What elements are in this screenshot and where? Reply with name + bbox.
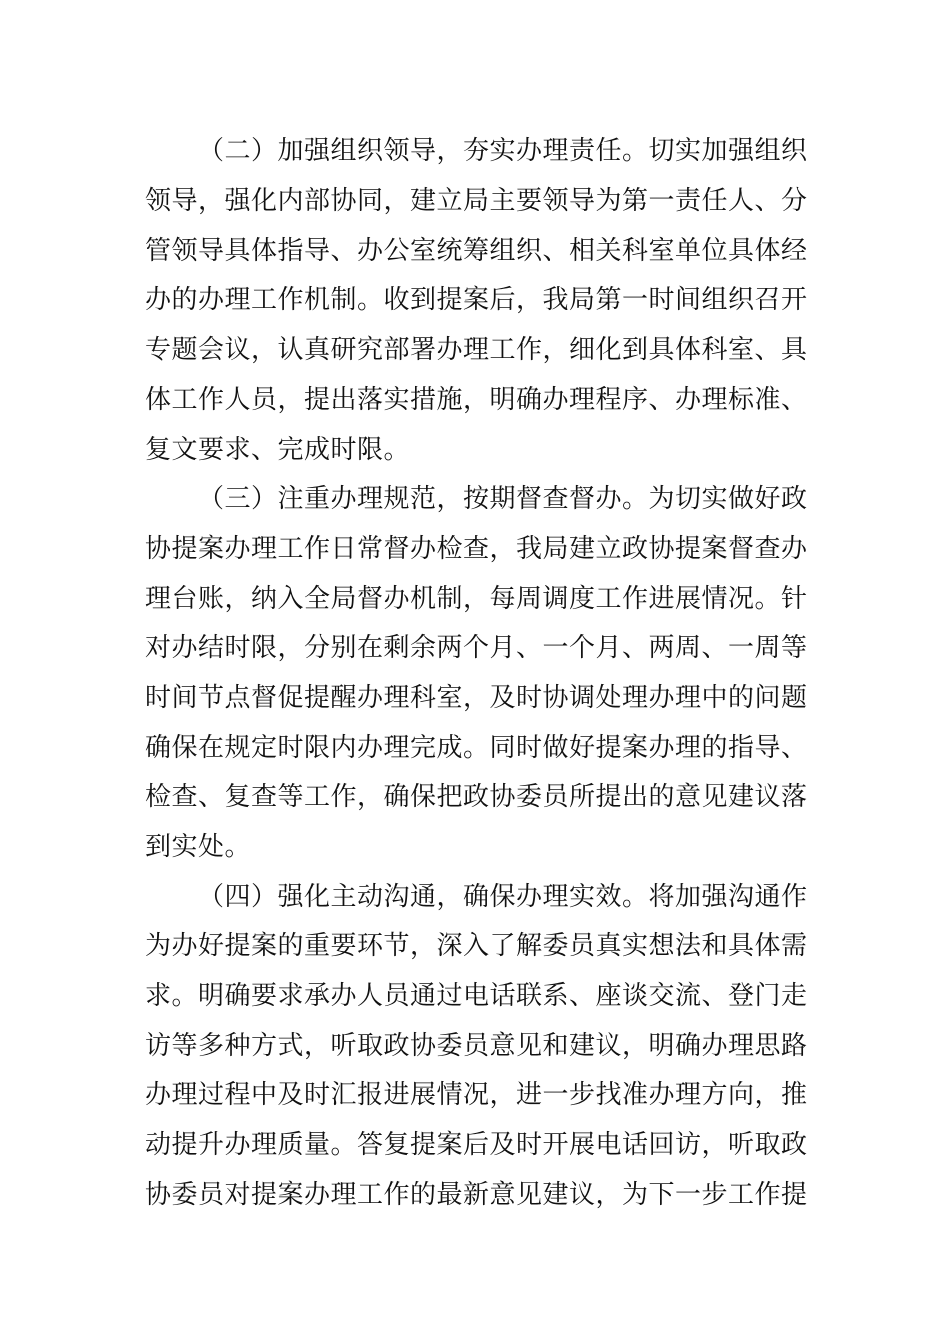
text-line: 复文要求、完成时限。 — [145, 435, 411, 465]
text-line: 办的办理工作机制。收到提案后，我局第一时间组织召开 — [145, 285, 808, 315]
text-line: 协提案办理工作日常督办检查，我局建立政协提案督查办 — [145, 534, 808, 564]
text-line: 确保在规定时限内办理完成。同时做好提案办理的指导、 — [145, 733, 808, 763]
text-line: 时间节点督促提醒办理科室，及时协调处理办理中的问题 — [145, 683, 808, 713]
text-line: 检查、复查等工作，确保把政协委员所提出的意见建议落 — [145, 782, 808, 812]
paragraph-3-heading-line: （三）注重办理规范，按期督查督办。为切实做好政 — [198, 484, 808, 514]
text-line: 为办好提案的重要环节，深入了解委员真实想法和具体需 — [145, 931, 808, 961]
text-line: 到实处。 — [145, 832, 252, 862]
text-line: 对办结时限，分别在剩余两个月、一个月、两周、一周等 — [145, 633, 808, 663]
text-line: 办理过程中及时汇报进展情况，进一步找准办理方向，推 — [145, 1080, 808, 1110]
paragraph-2-heading-line: （二）加强组织领导，夯实办理责任。切实加强组织 — [198, 136, 808, 166]
text-line: 访等多种方式，听取政协委员意见和建议，明确办理思路 — [145, 1031, 808, 1061]
text-line: 领导，强化内部协同，建立局主要领导为第一责任人、分 — [145, 186, 808, 216]
text-line: 管领导具体指导、办公室统筹组织、相关科室单位具体经 — [145, 236, 808, 266]
text-line: 理台账，纳入全局督办机制，每周调度工作进展情况。针 — [145, 584, 808, 614]
text-line: 体工作人员，提出落实措施，明确办理程序、办理标准、 — [145, 385, 808, 415]
text-line: 求。明确要求承办人员通过电话联系、座谈交流、登门走 — [145, 981, 808, 1011]
paragraph-4-heading-line: （四）强化主动沟通，确保办理实效。将加强沟通作 — [198, 882, 808, 912]
text-line: 专题会议，认真研究部署办理工作，细化到具体科室、具 — [145, 335, 808, 365]
text-line: 协委员对提案办理工作的最新意见建议，为下一步工作提 — [145, 1180, 808, 1210]
text-line: 动提升办理质量。答复提案后及时开展电话回访，听取政 — [145, 1130, 808, 1160]
